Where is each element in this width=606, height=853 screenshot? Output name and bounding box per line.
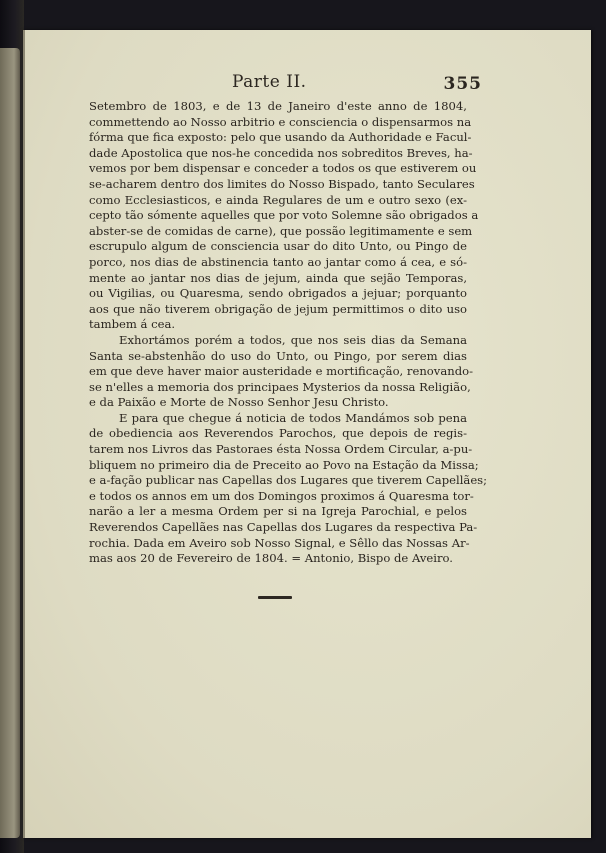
part-title: Parte II. bbox=[232, 72, 307, 92]
text-line: tarem nos Livros das Pastoraes ésta Nossa Ordem Circular, a-pu- bbox=[89, 442, 473, 457]
text-line: narão a ler a mesma Ordem per si na Igreja Parochial, e pelos bbox=[89, 504, 467, 519]
text-line: bliquem no primeiro dia de Preceito ao Povo na Estação da Missa; bbox=[89, 457, 479, 472]
text-line: Exhortámos porém a todos, que nos seis dias da Semana bbox=[119, 332, 467, 347]
text-line: de obediencia aos Reverendos Parochos, que depois de regis- bbox=[89, 426, 467, 441]
text-line: ou Vigilias, ou Quaresma, sendo obrigados a jejuar; porquanto bbox=[89, 286, 467, 301]
text-line: Reverendos Capellães nas Capellas dos Lugares da respectiva Pa- bbox=[89, 520, 478, 535]
text-line: escrupulo algum de consciencia usar do dito Unto, ou Pingo de bbox=[89, 239, 467, 254]
text-line: se-acharem dentro dos limites do Nosso Bispado, tanto Seculares bbox=[89, 176, 475, 191]
text-line: rochia. Dada em Aveiro sob Nosso Signal, e Sêllo das Nossas Ar- bbox=[89, 535, 470, 550]
text-line: e da Paixão e Morte de Nosso Senhor Jesu Christo. bbox=[89, 395, 389, 410]
text-line: mente ao jantar nos dias de jejum, ainda que sejão Temporas, bbox=[89, 270, 467, 285]
text-line: em que deve haver maior austeridade e mortificação, renovando- bbox=[89, 364, 474, 379]
text-line: fórma que fica exposto: pelo que usando da Authoridade e Facul- bbox=[89, 130, 472, 145]
text-line: Setembro de 1803, e de 13 de Janeiro d'este anno de 1804, bbox=[89, 99, 467, 113]
running-header bbox=[232, 72, 482, 96]
text-line: vemos por bem dispensar e conceder a todos os que estiverem ou bbox=[89, 161, 477, 176]
text-line: commettendo ao Nosso arbitrio e consciencia o dispensarmos na bbox=[89, 114, 472, 129]
text-line: como Ecclesiasticos, e ainda Regulares de um e outro sexo (ex- bbox=[89, 192, 467, 207]
body-text bbox=[89, 99, 488, 567]
text-line: mas aos 20 de Fevereiro de 1804. = Antonio, Bispo de Aveiro. bbox=[89, 551, 453, 566]
previous-page-edge bbox=[0, 48, 20, 838]
text-line: dade Apostolica que nos-he concedida nos sobreditos Breves, ha- bbox=[89, 145, 473, 160]
text-line: porco, nos dias de abstinencia tanto ao jantar como á cea, e só- bbox=[89, 254, 467, 269]
text-line: e a-fação publicar nas Capellas dos Lugares que tiverem Capellães; bbox=[89, 473, 488, 488]
text-line: e todos os annos em um dos Domingos proximos á Quaresma tor- bbox=[89, 488, 474, 503]
text-line: tambem á cea. bbox=[89, 317, 176, 332]
text-line: abster-se de comidas de carne), que possão legitimamente e sem bbox=[89, 223, 473, 238]
text-line: Santa se-abstenhão do uso do Unto, ou Pingo, por serem dias bbox=[89, 348, 467, 363]
text-line: aos que não tiverem obrigação de jejum permittimos o dito uso bbox=[89, 301, 467, 316]
text-line: E para que chegue á noticia de todos Mandámos sob pena bbox=[119, 410, 467, 425]
text-line: se n'elles a memoria dos principaes Mysterios da nossa Religião, bbox=[89, 379, 471, 394]
page-number: 355 bbox=[443, 74, 482, 94]
text-line: cepto tão sómente aquelles que por voto Solemne são obrigados a bbox=[89, 208, 479, 223]
end-rule bbox=[258, 596, 292, 599]
